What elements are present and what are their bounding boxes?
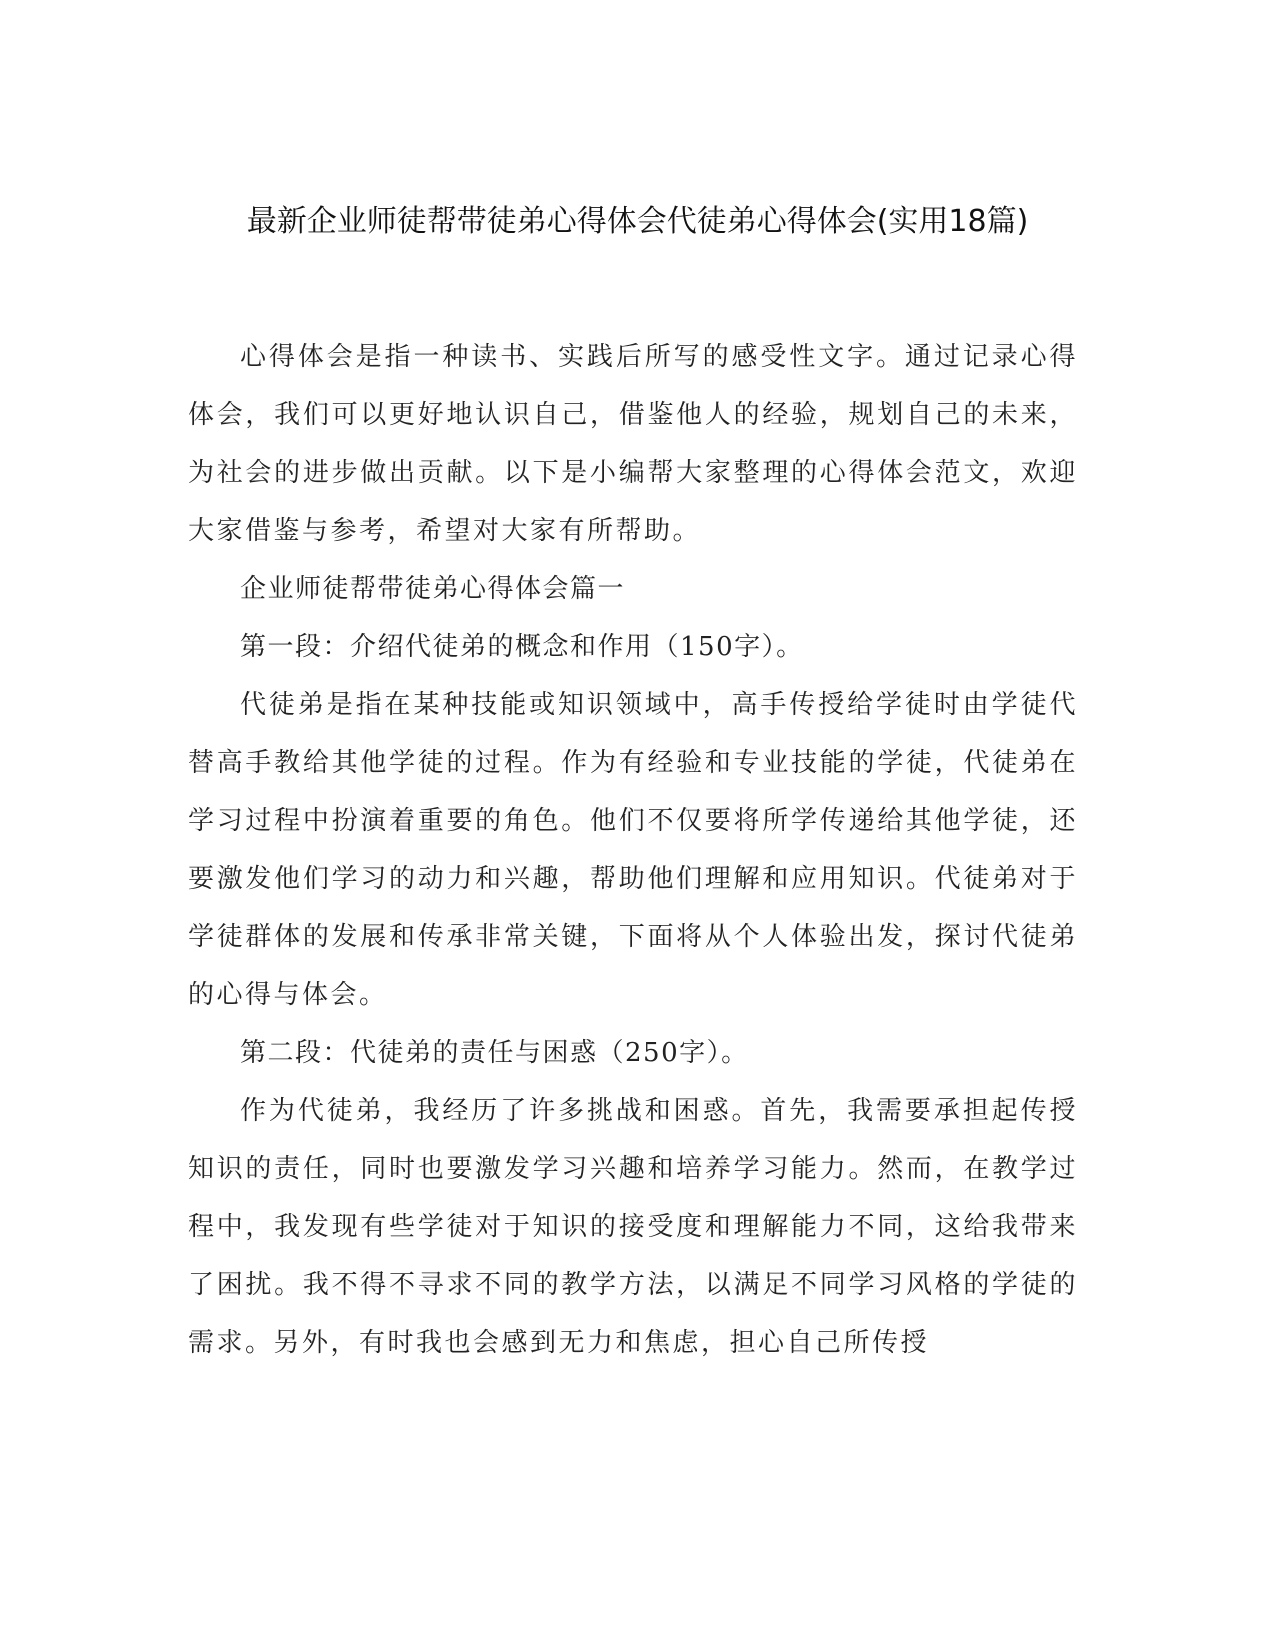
section-heading: 企业师徒帮带徒弟心得体会篇一 [240, 574, 626, 604]
document-title: 最新企业师徒帮带徒弟心得体会代徒弟心得体会(实用18篇) [246, 204, 1029, 239]
subsection-heading-1: 第一段：介绍代徒弟的概念和作用（150字）。 [240, 632, 804, 662]
subsection-heading-2: 第二段：代徒弟的责任与困惑（250字）。 [240, 1038, 749, 1068]
body-paragraph-1: 代徒弟是指在某种技能或知识领域中，高手传授给学徒时由学徒代替高手教给其他学徒的过程。作为有经验和专业技能的学徒，代徒弟在学习过程中扮演着重要的角色。他们不仅要将所学传递给其他学徒，还要激发他们学习的动力和兴趣，帮助他们理解和应用知识。代徒弟对于学徒群体的发展和传承非常关键，下面将从个人体验出发，探讨代徒弟的心得与体会。 [188, 690, 1078, 1010]
intro-paragraph: 心得体会是指一种读书、实践后所写的感受性文字。通过记录心得体会，我们可以更好地认识自己，借鉴他人的经验，规划自己的未来，为社会的进步做出贡献。以下是小编帮大家整理的心得体会范文，欢迎大家借鉴与参考，希望对大家有所帮助。 [188, 342, 1078, 546]
document-body [188, 328, 1078, 1372]
body-paragraph-2: 作为代徒弟，我经历了许多挑战和困惑。首先，我需要承担起传授知识的责任，同时也要激发学习兴趣和培养学习能力。然而，在教学过程中，我发现有些学徒对于知识的接受度和理解能力不同，这给我带来了困扰。我不得不寻求不同的教学方法，以满足不同学习风格的学徒的需求。另外，有时我也会感到无力和焦虑，担心自己所传授 [188, 1096, 1078, 1358]
